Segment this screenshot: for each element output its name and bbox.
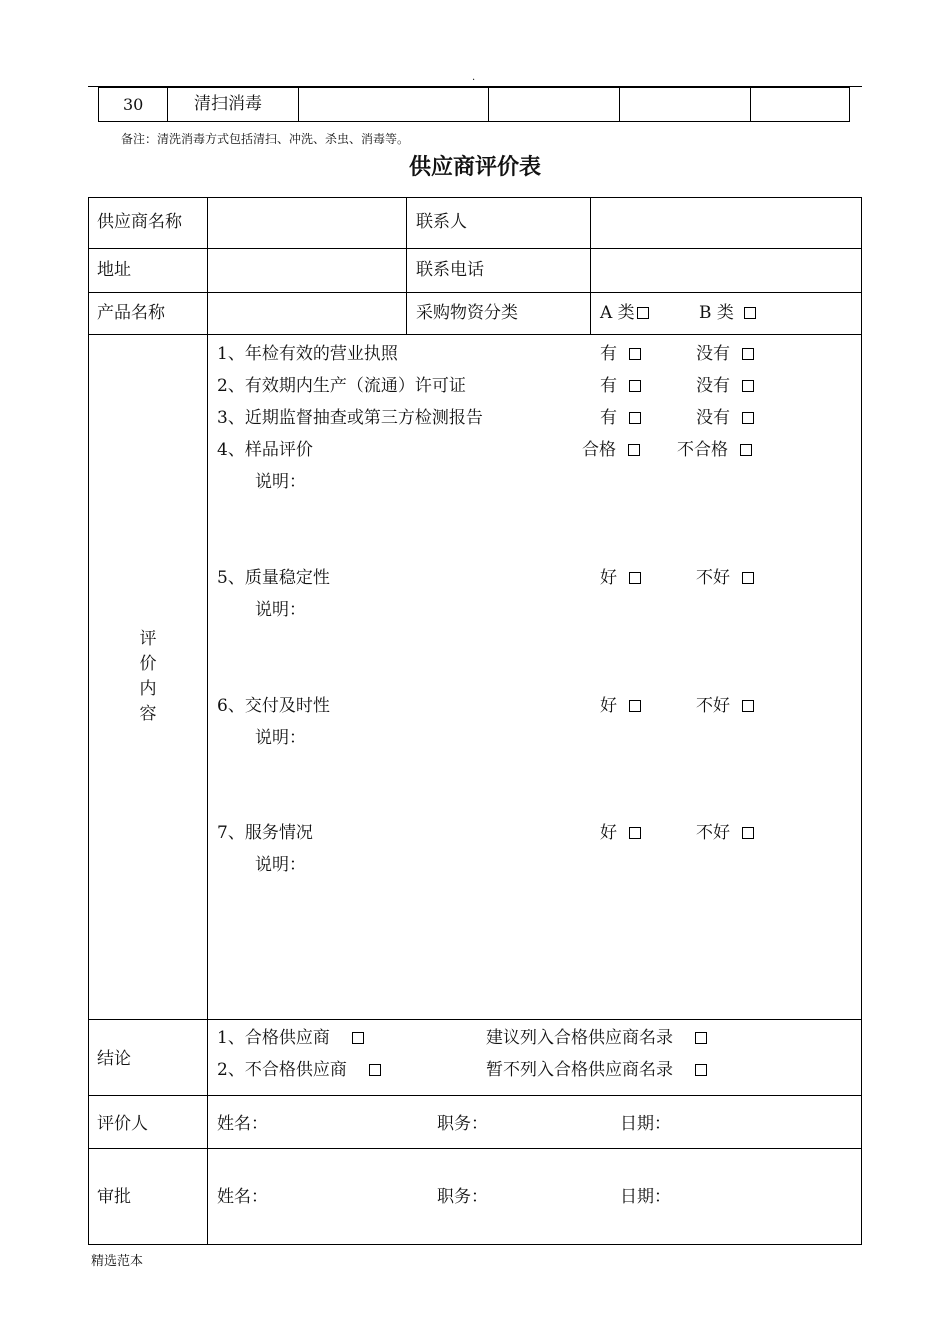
option-yes[interactable]	[600, 376, 641, 396]
recommend-exclude-option[interactable]	[486, 1060, 707, 1080]
option-yes[interactable]	[600, 344, 641, 364]
address-field[interactable]	[210, 251, 404, 290]
row-item-cell	[167, 88, 299, 121]
product-name-field[interactable]	[210, 295, 404, 332]
column-divider	[207, 197, 208, 1245]
criterion-label: 4、样品评价	[217, 440, 313, 460]
checkbox-icon[interactable]	[695, 1032, 707, 1044]
row-divider	[88, 334, 862, 335]
section-char: 内	[139, 679, 157, 699]
category-a-option[interactable]	[600, 303, 649, 323]
checkbox-icon[interactable]	[369, 1064, 381, 1076]
row-divider	[88, 248, 862, 249]
row-divider	[88, 1019, 862, 1020]
option-yes-label: 合格	[582, 440, 616, 460]
option-no-label: 没有	[696, 376, 730, 396]
evaluator-position-label: 职务：	[437, 1114, 488, 1134]
option-yes-label: 好	[600, 823, 617, 843]
recommend-include-option[interactable]	[486, 1028, 707, 1048]
checkbox-icon[interactable]	[744, 307, 756, 319]
approval-label: 审批	[97, 1187, 131, 1207]
checkbox-icon[interactable]	[352, 1032, 364, 1044]
evaluator-date-label: 日期：	[620, 1114, 671, 1134]
column-divider	[406, 197, 407, 334]
checkbox-icon[interactable]	[742, 348, 754, 360]
category-label: 采购物资分类	[416, 303, 518, 323]
option-yes-label: 好	[600, 568, 617, 588]
option-no-label: 没有	[696, 408, 730, 428]
explanation-field[interactable]	[300, 726, 840, 816]
section-char: 评	[139, 629, 157, 649]
criterion-label: 5、质量稳定性	[217, 568, 330, 588]
checkbox-icon[interactable]	[742, 572, 754, 584]
product-name-label: 产品名称	[97, 303, 165, 323]
option-no[interactable]	[677, 440, 752, 460]
option-yes-label: 好	[600, 696, 617, 716]
explanation-field[interactable]	[300, 853, 840, 1003]
recommend-exclude-label: 暂不列入合格供应商名录	[486, 1060, 673, 1080]
option-no[interactable]	[696, 376, 754, 396]
criterion-label: 1、年检有效的营业执照	[217, 344, 398, 364]
option-no[interactable]	[696, 408, 754, 428]
evaluator-name-label: 姓名：	[217, 1114, 268, 1134]
category-b-label: B 类	[699, 303, 734, 323]
criterion-label: 6、交付及时性	[217, 696, 330, 716]
row-number: 30	[123, 95, 144, 114]
previous-table-row	[98, 87, 850, 122]
checkbox-icon[interactable]	[629, 572, 641, 584]
unqualified-label: 2、不合格供应商	[217, 1060, 347, 1080]
option-no-label: 不好	[696, 823, 730, 843]
phone-field[interactable]	[593, 251, 859, 290]
option-no-label: 不合格	[677, 440, 728, 460]
checkbox-icon[interactable]	[740, 444, 752, 456]
approver-position-label: 职务：	[437, 1187, 488, 1207]
checkbox-icon[interactable]	[742, 827, 754, 839]
supplier-name-field[interactable]	[210, 200, 404, 246]
explanation-label: 说明：	[255, 600, 306, 620]
option-yes[interactable]	[600, 696, 641, 716]
option-no[interactable]	[696, 823, 754, 843]
evaluator-label: 评价人	[97, 1114, 148, 1134]
category-b-option[interactable]	[699, 303, 756, 323]
explanation-field[interactable]	[300, 470, 840, 560]
qualified-option[interactable]	[217, 1028, 364, 1048]
contact-label: 联系人	[416, 212, 467, 232]
option-yes-label: 有	[600, 408, 617, 428]
option-no-label: 不好	[696, 696, 730, 716]
checkbox-icon[interactable]	[742, 700, 754, 712]
approver-name-label: 姓名：	[217, 1187, 268, 1207]
criterion-label: 2、有效期内生产（流通）许可证	[217, 376, 466, 396]
criterion-label: 7、服务情况	[217, 823, 313, 843]
category-a-label: A 类	[600, 303, 635, 323]
checkbox-icon[interactable]	[637, 307, 649, 319]
option-no-label: 没有	[696, 344, 730, 364]
option-no-label: 不好	[696, 568, 730, 588]
row-divider	[88, 1148, 862, 1149]
option-yes[interactable]	[582, 440, 640, 460]
checkbox-icon[interactable]	[628, 444, 640, 456]
option-yes[interactable]	[600, 408, 641, 428]
row-cell	[619, 88, 751, 121]
phone-label: 联系电话	[416, 260, 484, 280]
option-no[interactable]	[696, 696, 754, 716]
checkbox-icon[interactable]	[695, 1064, 707, 1076]
row-divider	[88, 292, 862, 293]
row-number-cell	[99, 88, 168, 121]
note-text: 备注：清洗消毒方式包括清扫、冲洗、杀虫、消毒等。	[121, 132, 410, 146]
address-label: 地址	[97, 260, 131, 280]
option-no[interactable]	[696, 568, 754, 588]
evaluation-section-label	[136, 627, 160, 727]
section-char: 容	[139, 704, 157, 724]
option-yes-label: 有	[600, 376, 617, 396]
conclusion-label: 结论	[97, 1049, 131, 1069]
explanation-label: 说明：	[255, 855, 306, 875]
explanation-field[interactable]	[300, 598, 840, 688]
row-divider	[88, 1095, 862, 1096]
row-cell	[488, 88, 620, 121]
explanation-label: 说明：	[255, 728, 306, 748]
checkbox-icon[interactable]	[742, 380, 754, 392]
header-dot: .	[472, 72, 476, 83]
footer-text: 精选范本	[91, 1254, 144, 1269]
option-yes[interactable]	[600, 823, 641, 843]
checkbox-icon[interactable]	[629, 700, 641, 712]
approver-date-label: 日期：	[620, 1187, 671, 1207]
column-divider	[590, 197, 591, 334]
checkbox-icon[interactable]	[629, 827, 641, 839]
contact-field[interactable]	[593, 200, 859, 246]
recommend-include-label: 建议列入合格供应商名录	[486, 1028, 673, 1048]
unqualified-option[interactable]	[217, 1060, 381, 1080]
checkbox-icon[interactable]	[629, 348, 641, 360]
qualified-label: 1、合格供应商	[217, 1028, 330, 1048]
option-yes-label: 有	[600, 344, 617, 364]
supplier-name-label: 供应商名称	[97, 212, 182, 232]
option-no[interactable]	[696, 344, 754, 364]
row-item: 清扫消毒	[194, 94, 262, 114]
criterion-label: 3、近期监督抽查或第三方检测报告	[217, 408, 483, 428]
section-char: 价	[139, 654, 157, 674]
checkbox-icon[interactable]	[629, 380, 641, 392]
page-title: 供应商评价表	[408, 155, 541, 180]
row-cell	[298, 88, 489, 121]
option-yes[interactable]	[600, 568, 641, 588]
checkbox-icon[interactable]	[742, 412, 754, 424]
checkbox-icon[interactable]	[629, 412, 641, 424]
explanation-label: 说明：	[255, 472, 306, 492]
